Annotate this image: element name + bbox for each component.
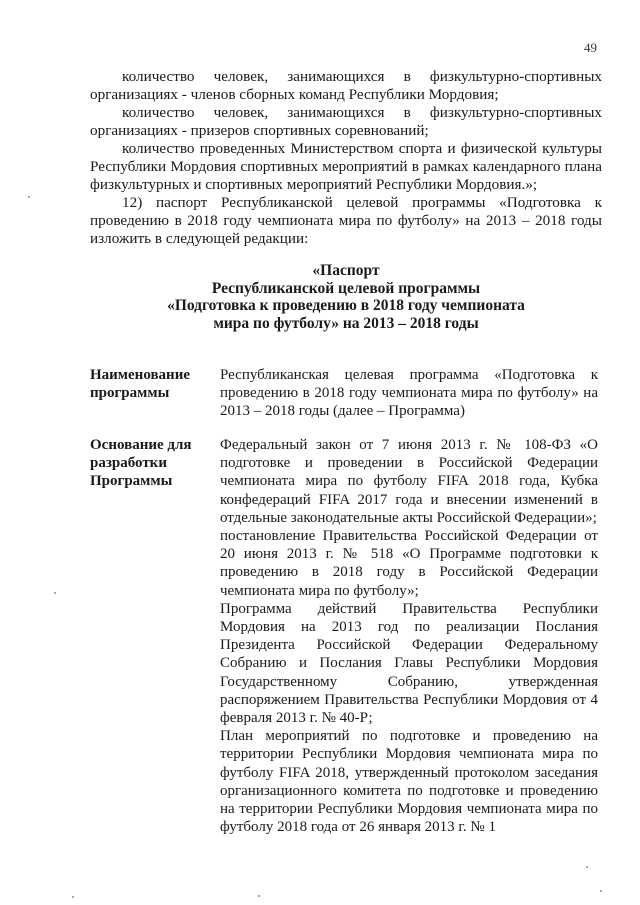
scan-speck — [586, 866, 588, 868]
row-paragraph: План мероприятий по подготовке и проведению на территории Республики Мордовия чемпионата мира по футболу FIFA 2018, утвержденный протоколом заседания организационного комитета по подготовке и проведению на территории Республики Мордовия чемпионата мира по футболу 2018 года от 26 января 2013 г. № 1 — [220, 728, 598, 836]
passport-title-line: «Паспорт — [312, 262, 380, 279]
scan-speck — [54, 592, 56, 594]
passport-title-line: мира по футболу» на 2013 – 2018 годы — [213, 314, 479, 332]
intro-paragraph: количество проведенных Министерством спорта и физической культуры Республики Мордовия спортивных мероприятий в рамках календарного плана физкультурных и спортивных мероприятий Республики Мордовия.»; — [90, 140, 602, 193]
page-number: 49 — [584, 40, 597, 55]
row-label: Основание для разработки Программы — [90, 437, 192, 489]
scan-speck — [72, 896, 74, 898]
row-content — [220, 436, 598, 836]
intro-text — [90, 68, 602, 248]
row-paragraph: постановление Правительства Российской Федерации от 20 июня 2013 г. № 518 «О Программе подготовки к проведению в 2018 году в Российской Федерации чемпионата мира по футболу»; — [220, 528, 598, 599]
row-paragraph: Федеральный закон от 7 июня 2013 г. № 108-ФЗ «О подготовке и проведении в Российской Федерации чемпионата мира по футболу FIFA 2018 года, Кубка конфедераций FIFA 2017 года и внесении изменений в отдельные законодательные акты Российской Федерации»; — [220, 437, 598, 526]
row-content — [220, 366, 598, 421]
scan-speck — [258, 895, 260, 897]
row-paragraph: Программа действий Правительства Республики Мордовия на 2013 год по реализации Послания Президента Российской Федерации Федеральному Собранию и Послания Главы Республики Мордовия Государственному Собранию, утвержденная распоряжением Правительства Республики Мордовия от 4 февраля 2013 г. № 40-Р; — [220, 600, 598, 727]
passport-title-line: «Подготовка к проведению в 2018 году чемпионата — [167, 297, 525, 314]
row-paragraph: Республиканская целевая программа «Подготовка к проведению в 2018 году чемпионата мира по футболу» на 2013 – 2018 годы (далее – Программа) — [220, 367, 598, 420]
scan-speck — [600, 890, 602, 892]
row-label: Наименование программы — [90, 367, 190, 401]
passport-title-line: Республиканской целевой программы — [211, 279, 481, 297]
intro-paragraph: 12) паспорт Республиканской целевой программы «Подготовка к проведению в 2018 году чемпионата мира по футболу» на 2013 – 2018 годы изложить в следующей редакции: — [90, 194, 602, 247]
passport-title — [90, 262, 602, 332]
scan-speck — [28, 196, 30, 198]
intro-paragraph: количество человек, занимающихся в физкультурно-спортивных организациях - членов сборных команд Республики Мордовия; — [90, 68, 602, 103]
intro-paragraph: количество человек, занимающихся в физкультурно-спортивных организациях - призеров спортивных соревнований; — [90, 104, 602, 139]
